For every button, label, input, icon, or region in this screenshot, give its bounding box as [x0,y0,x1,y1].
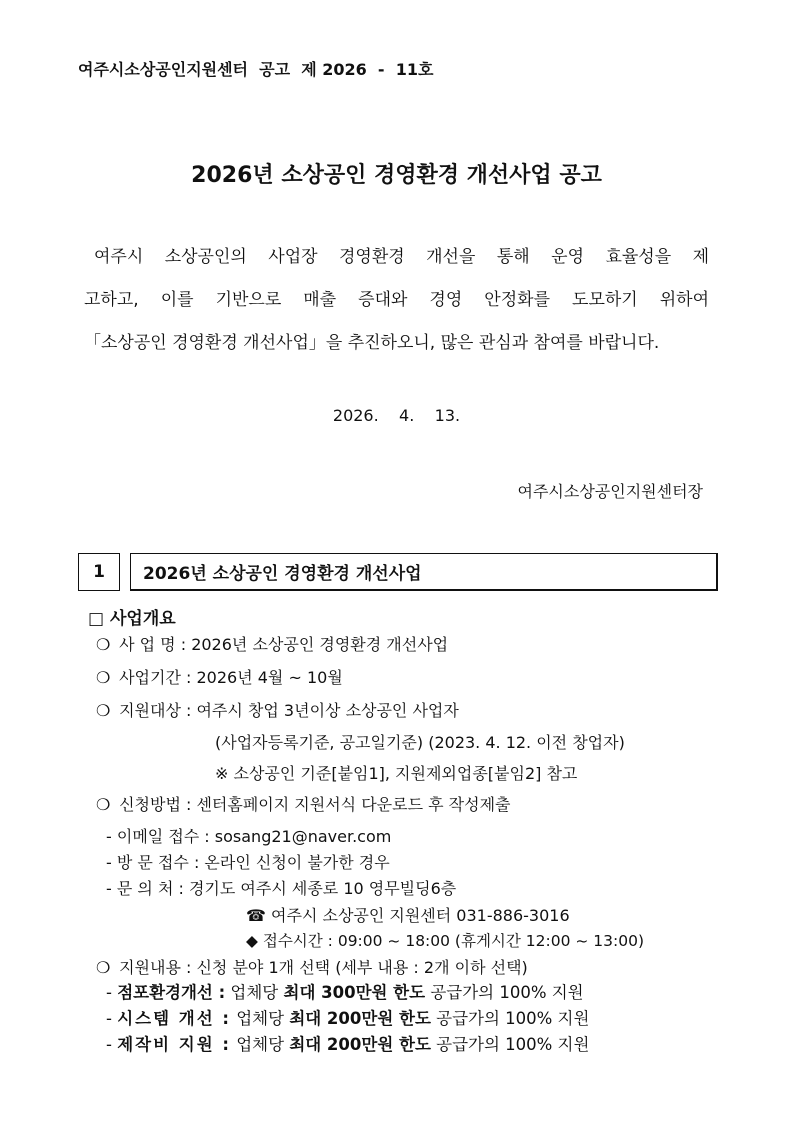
intro-paragraph [84,236,709,365]
support-category: 시스템 개선 : [117,1009,231,1028]
item-business-name [96,637,448,653]
checkbox-icon: □ [88,609,105,629]
intro-line: 「소상공인 경영환경 개선사업」을 추진하오니, 많은 관심과 참여를 바랍니다. [84,333,660,353]
support-limit: 최대 200만원 한도 [289,1009,431,1028]
support-per: 업체당 [225,983,284,1002]
overview-heading-label: 사업개요 [109,609,176,629]
target-note: ※ 소상공인 기준[붙임1], 지원제외업종[붙임2] 참고 [215,764,578,783]
support-rate: 공급가의 100% 지원 [425,983,584,1002]
support-rate: 공급가의 100% 지원 [430,1009,590,1028]
intro-line: 여주시 소상공인의 사업장 경영환경 개선을 통해 운영 효율성을 제 [94,247,709,267]
item-apply-method [96,797,511,813]
item-business-period [96,670,343,686]
item-text: 신청방법 : 센터홈페이지 지원서식 다운로드 후 작성제출 [119,795,511,814]
circle-bullet-icon: ❍ [96,635,111,654]
contact-phone [246,908,570,924]
apply-contact: - 문 의 처 : 경기도 여주시 세종로 10 영무빌딩6층 [106,879,457,898]
item-text: 사업기간 : 2026년 4월 ~ 10월 [119,668,343,687]
circle-bullet-icon: ❍ [96,668,111,687]
dash: - [106,1035,118,1054]
support-category: 제작비 지원 : [117,1035,231,1054]
target-detail: (사업자등록기준, 공고일기준) (2023. 4. 12. 이전 창업자) [215,733,625,752]
support-category: 점포환경개선 : [117,983,226,1002]
signer: 여주시소상공인지원센터장 [517,482,703,501]
circle-bullet-icon: ❍ [96,795,111,814]
support-item [106,1011,589,1028]
contact-hours-text: 접수시간 : 09:00 ~ 18:00 (휴게시간 12:00 ~ 13:00) [262,932,645,950]
circle-bullet-icon: ❍ [96,701,111,720]
support-limit: 최대 300만원 한도 [283,983,426,1002]
contact-hours [246,934,644,950]
dash: - [106,983,118,1002]
item-support-content [96,960,528,976]
item-target [96,703,459,719]
contact-phone-text: 여주시 소상공인 지원센터 031-886-3016 [271,906,570,925]
diamond-icon: ◆ [246,932,258,950]
item-text: 지원대상 : 여주시 창업 3년이상 소상공인 사업자 [119,701,459,720]
support-item [106,1037,589,1054]
support-item [106,985,584,1002]
dash: - [106,1009,118,1028]
support-limit: 최대 200만원 한도 [289,1035,431,1054]
notice-date: 2026. 4. 13. [332,406,461,425]
overview-heading [88,611,176,628]
telephone-icon: ☎ [246,906,266,925]
document-title: 2026년 소상공인 경영환경 개선사업 공고 [191,163,602,188]
notice-number: 여주시소상공인지원센터 공고 제 2026 - 11호 [78,60,434,79]
support-per: 업체당 [231,1009,290,1028]
item-text: 지원내용 : 신청 분야 1개 선택 (세부 내용 : 2개 이하 선택) [119,958,528,977]
support-per: 업체당 [231,1035,290,1054]
apply-visit: - 방 문 접수 : 온라인 신청이 불가한 경우 [106,853,390,872]
item-text: 사 업 명 : 2026년 소상공인 경영환경 개선사업 [119,635,449,654]
circle-bullet-icon: ❍ [96,958,111,977]
support-rate: 공급가의 100% 지원 [430,1035,590,1054]
apply-email: - 이메일 접수 : sosang21@naver.com [106,827,392,846]
section-number: 1 [78,553,120,591]
section-title: 2026년 소상공인 경영환경 개선사업 [130,553,718,591]
intro-line: 고하고, 이를 기반으로 매출 증대와 경영 안정화를 도모하기 위하여 [84,290,709,310]
